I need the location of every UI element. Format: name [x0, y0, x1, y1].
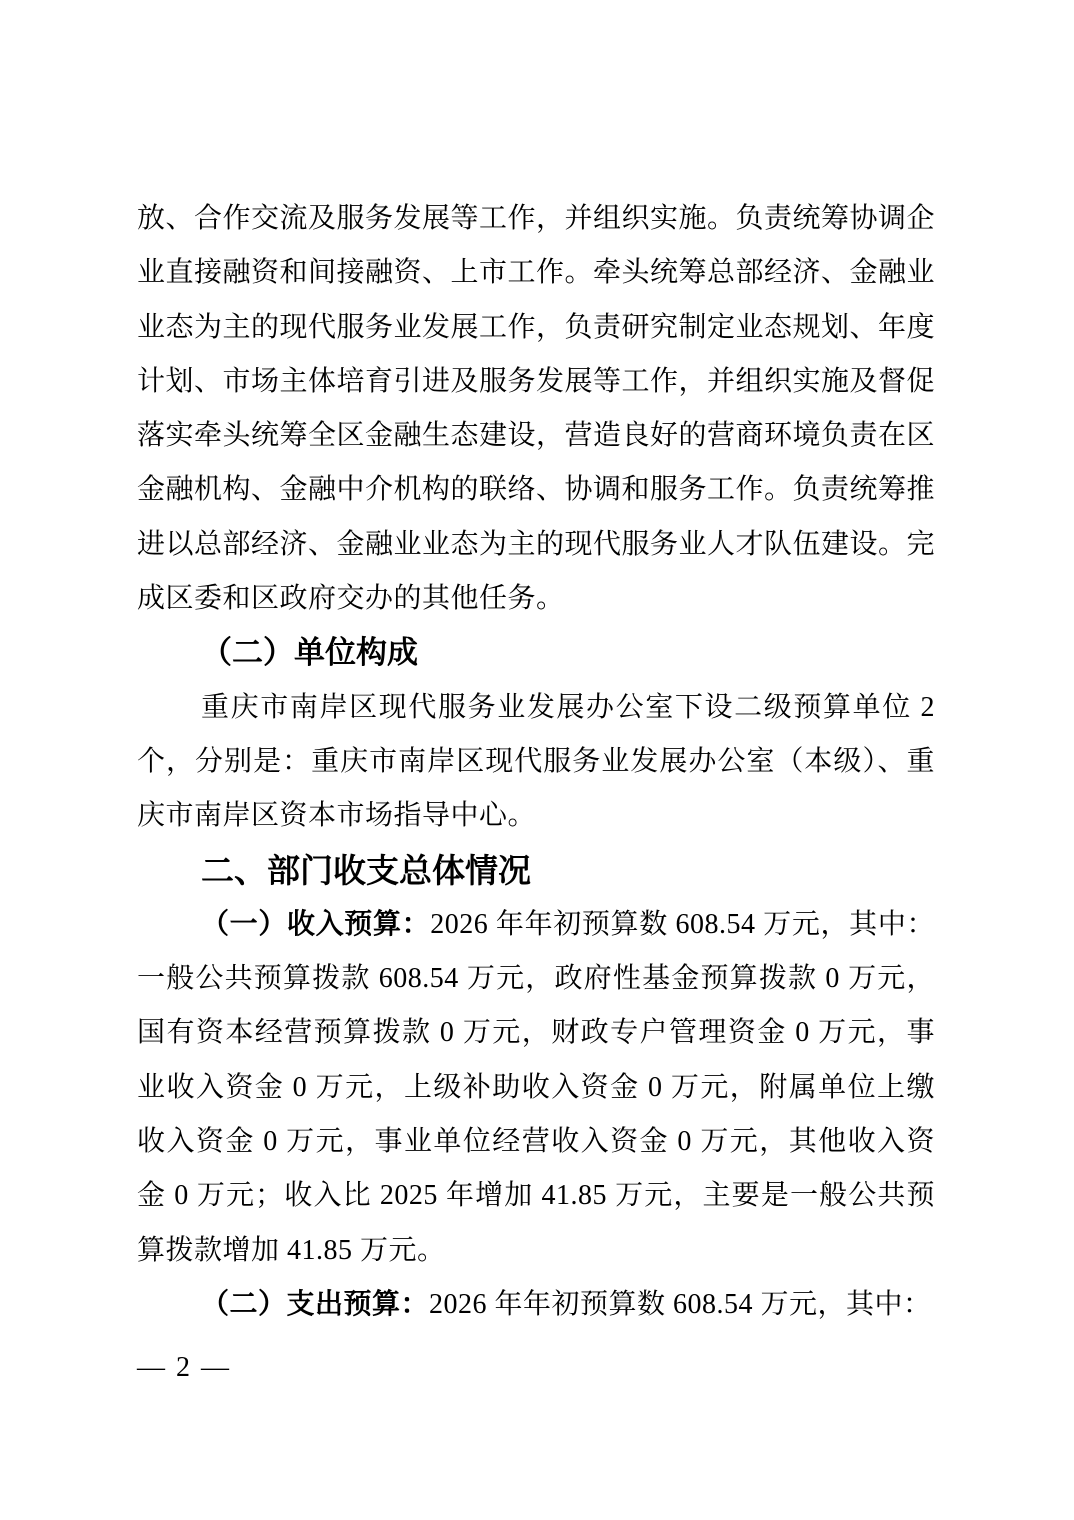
page-content — [137, 192, 935, 1332]
income-budget-label: （一）收入预算： — [201, 908, 431, 940]
paragraph-income-budget — [137, 898, 935, 1278]
heading-section-two-budget-overview: 二、部门收支总体情况 — [201, 851, 531, 889]
paragraph-duties-continuation: 放、合作交流及服务发展等工作，并组织实施。负责统筹协调企业直接融资和间接融资、上市工作。牵头统筹总部经济、金融业业态为主的现代服务业发展工作，负责研究制定业态规划、年度计划、市场主体培育引进及服务发展等工作，并组织实施及督促落实牵头统筹全区金融生态建设，营造良好的营商环境负责在区金融机构、金融中介机构的联络、协调和服务工作。负责统筹推进以总部经济、金融业业态为主的现代服务业人才队伍建设。完成区委和区政府交办的其他任务。 — [137, 203, 936, 615]
paragraph-unit-composition: 重庆市南岸区现代服务业发展办公室下设二级预算单位 2 个，分别是：重庆市南岸区现代服务业发展办公室（本级）、重庆市南岸区资本市场指导中心。 — [137, 691, 935, 832]
expense-budget-label: （二）支出预算： — [201, 1288, 430, 1320]
paragraph-expense-budget — [137, 1278, 935, 1332]
page-number: — 2 — — [137, 1352, 231, 1383]
income-budget-text: 2026 年年初预算数 608.54 万元，其中：一般公共预算拨款 608.54 万元，政府性基金预算拨款 0 万元，国有资本经营预算拨款 0 万元，财政专户管理资金 0 万元，事业收入资金 0 万元，上级补助收入资金 0 万元，附属单位上缴收入资金 0 万元，事业单位经营收入资金 0 万元，其他收入资金 0 万元；收入比 2025 年增加 41.85 万元，主要是一般公共预算拨款增加 41.85 万元。 — [137, 908, 935, 1266]
heading-unit-composition: （二）单位构成 — [201, 635, 418, 671]
expense-budget-text: 2026 年年初预算数 608.54 万元，其中： — [429, 1288, 932, 1320]
